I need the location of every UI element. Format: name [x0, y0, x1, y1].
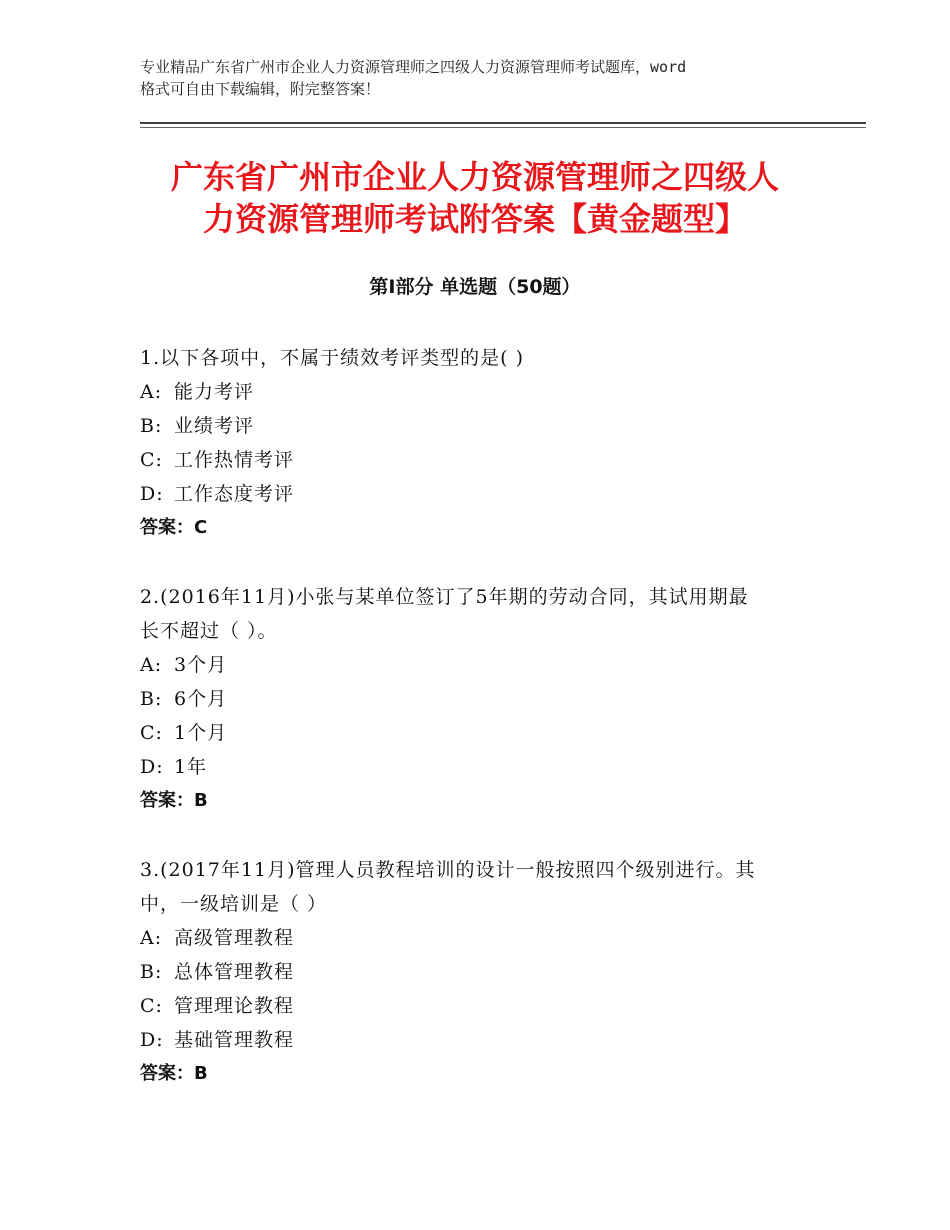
question-stem-line-2: 中，一级培训是（ ）: [140, 893, 328, 915]
question-3: [140, 853, 820, 1091]
header-divider-thin: [140, 127, 866, 128]
document-title-line-1: 广东省广州市企业人力资源管理师之四级人: [170, 158, 779, 196]
option-text: 1年: [174, 756, 208, 778]
section-title: 第Ⅰ部分 单选题（50题）: [369, 276, 581, 298]
answer-label: 答案：C: [140, 517, 208, 538]
option-a: [140, 648, 820, 682]
option-letter: B:: [140, 961, 163, 983]
option-text: 高级管理教程: [174, 927, 295, 949]
option-letter: A:: [140, 927, 163, 949]
option-letter: D:: [140, 483, 164, 505]
header-note-line-1: 专业精品广东省广州市企业人力资源管理师之四级人力资源管理师考试题库，word: [140, 58, 687, 76]
option-letter: C:: [140, 449, 163, 471]
question-stem-line-1: 2.(2016年11月)小张与某单位签订了5年期的劳动合同，其试用期最: [140, 586, 749, 608]
option-text: 6个月: [174, 688, 228, 710]
question-stem: 1.以下各项中，不属于绩效考评类型的是( ): [140, 347, 524, 369]
question-stem-line-2: 长不超过（ ）。: [140, 620, 278, 642]
document-title-line-2: 力资源管理师考试附答案【黄金题型】: [202, 200, 747, 238]
option-letter: C:: [140, 995, 163, 1017]
question-stem-line-1: 3.(2017年11月)管理人员教程培训的设计一般按照四个级别进行。其: [140, 859, 756, 881]
option-d: [140, 1023, 820, 1057]
option-text: 能力考评: [174, 381, 255, 403]
option-letter: D:: [140, 1029, 164, 1051]
header-note-line-2: 格式可自由下载编辑，附完整答案！: [140, 80, 381, 98]
option-a: [140, 921, 820, 955]
option-text: 3个月: [174, 654, 228, 676]
option-d: [140, 750, 820, 784]
option-c: [140, 716, 820, 750]
option-text: 管理理论教程: [174, 995, 295, 1017]
header-divider-thick: [140, 122, 866, 124]
option-c: [140, 443, 820, 477]
question-2: [140, 580, 820, 818]
option-letter: B:: [140, 688, 163, 710]
option-letter: C:: [140, 722, 163, 744]
option-text: 业绩考评: [174, 415, 255, 437]
header-note: [140, 56, 830, 100]
option-b: [140, 409, 820, 443]
option-letter: B:: [140, 415, 163, 437]
option-text: 工作热情考评: [174, 449, 295, 471]
option-d: [140, 477, 820, 511]
option-text: 总体管理教程: [174, 961, 295, 983]
option-b: [140, 955, 820, 989]
answer-label: 答案：B: [140, 1063, 208, 1084]
option-text: 基础管理教程: [174, 1029, 295, 1051]
option-letter: A:: [140, 381, 163, 403]
option-letter: A:: [140, 654, 163, 676]
option-c: [140, 989, 820, 1023]
option-letter: D:: [140, 756, 164, 778]
option-b: [140, 682, 820, 716]
option-text: 工作态度考评: [174, 483, 295, 505]
answer-label: 答案：B: [140, 790, 208, 811]
option-a: [140, 375, 820, 409]
option-text: 1个月: [174, 722, 228, 744]
question-1: [140, 341, 820, 545]
document-title: [100, 156, 850, 240]
